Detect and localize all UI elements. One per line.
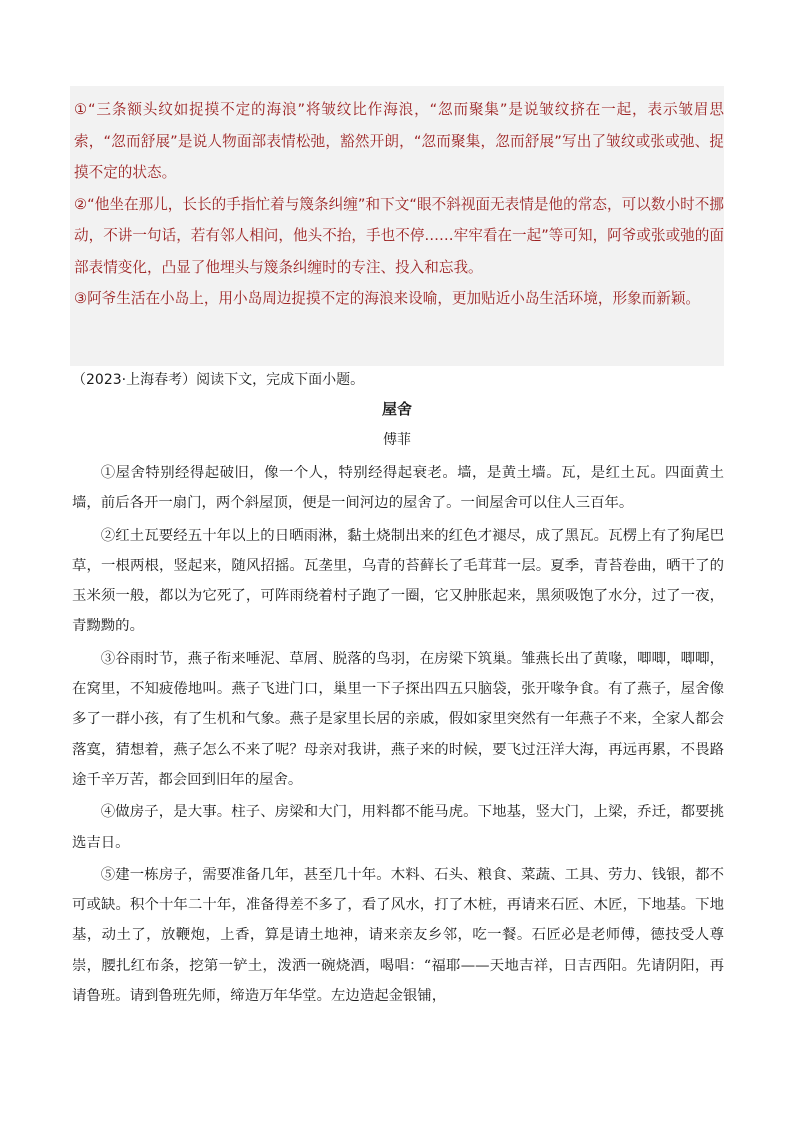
article-author: 傅菲 xyxy=(383,432,411,448)
article-body xyxy=(72,458,724,1013)
answer-explanation xyxy=(74,94,724,315)
article-title: 屋舍 xyxy=(381,400,412,418)
article-paragraph-2: ②红土瓦要经五十年以上的日晒雨淋，黏土烧制出来的红色才褪尽，成了黑瓦。瓦楞上有了狗尾巴草，一根两根，竖起来，随风招摇。瓦垄里，乌青的苔藓长了毛茸茸一层。夏季，青苔卷曲，晒干了的玉米须一般，都以为它死了，可阵雨绕着村子跑了一圈，它又肿胀起来，黑须吸饱了水分，过了一夜，青黝黝的。 xyxy=(72,527,724,635)
answer-paragraph-1: ①“三条额头纹如捉摸不定的海浪”将皱纹比作海浪，“忽而聚集”是说皱纹挤在一起，表示皱眉思索，“忽而舒展”是说人物面部表情松弛，豁然开朗，“忽而聚集，忽而舒展”写出了皱纹或张或弛、捉摸不定的状态。 xyxy=(74,101,724,181)
article-paragraph-3: ③谷雨时节，燕子衔来唾泥、草屑、脱落的鸟羽，在房梁下筑巢。雏燕长出了黄喙，唧唧，唧唧，在窝里，不知疲倦地叫。燕子飞进门口，巢里一下子探出四五只脑袋，张开喙争食。有了燕子，屋舍像多了一群小孩，有了生机和气象。燕子是家里长居的亲戚，假如家里突然有一年燕子不来，全家人都会落寞，猜想着，燕子怎么不来了呢？母亲对我讲，燕子来的时候，要飞过汪洋大海，再远再累，不畏路途千辛万苦，都会回到旧年的屋舍。 xyxy=(72,650,724,788)
article-paragraph-1: ①屋舍特别经得起破旧，像一个人，特别经得起衰老。墙，是黄土墙。瓦，是红土瓦。四面黄土墙，前后各开一扇门，两个斜屋顶，便是一间河边的屋舍了。一间屋舍可以住人三百年。 xyxy=(72,465,724,512)
article-paragraph-4: ④做房子，是大事。柱子、房梁和大门，用料都不能马虎。下地基，竖大门，上梁，乔迁，都要挑选吉日。 xyxy=(72,804,724,851)
article-paragraph-5: ⑤建一栋房子，需要准备几年，甚至几十年。木料、石头、粮食、菜蔬、工具、劳力、钱银，都不可或缺。积个十年二十年，准备得差不多了，看了风水，打了木桩，再请来石匠、木匠，下地基。下地基，动土了，放鞭炮，上香，算是请土地神，请来亲友乡邻，吃一餐。石匠必是老师傅，德技受人尊崇，腰扎红布条，挖第一铲土，泼洒一碗烧酒，喝唱：“福耶——天地吉祥，日吉西阳。先请阴阳，再请鲁班。请到鲁班先师，缔造万年华堂。左边造起金银铺， xyxy=(72,866,724,1005)
answer-paragraph-3: ③阿爷生活在小岛上，用小岛周边捉摸不定的海浪来设喻，更加贴近小岛生活环境，形象而新颖。 xyxy=(74,290,701,307)
question-source: （2023·上海春考）阅读下文，完成下面小题。 xyxy=(72,372,365,388)
answer-paragraph-2: ②“他坐在那儿，长长的手指忙着与篾条纠缠”和下文“眼不斜视面无表情是他的常态，可以数小时不挪动，不讲一句话，若有邻人相问，他头不抬，手也不停……牢牢看在一起”等可知，阿爷或张或弛的面部表情变化，凸显了他埋头与篾条纠缠时的专注、投入和忘我。 xyxy=(74,195,724,276)
